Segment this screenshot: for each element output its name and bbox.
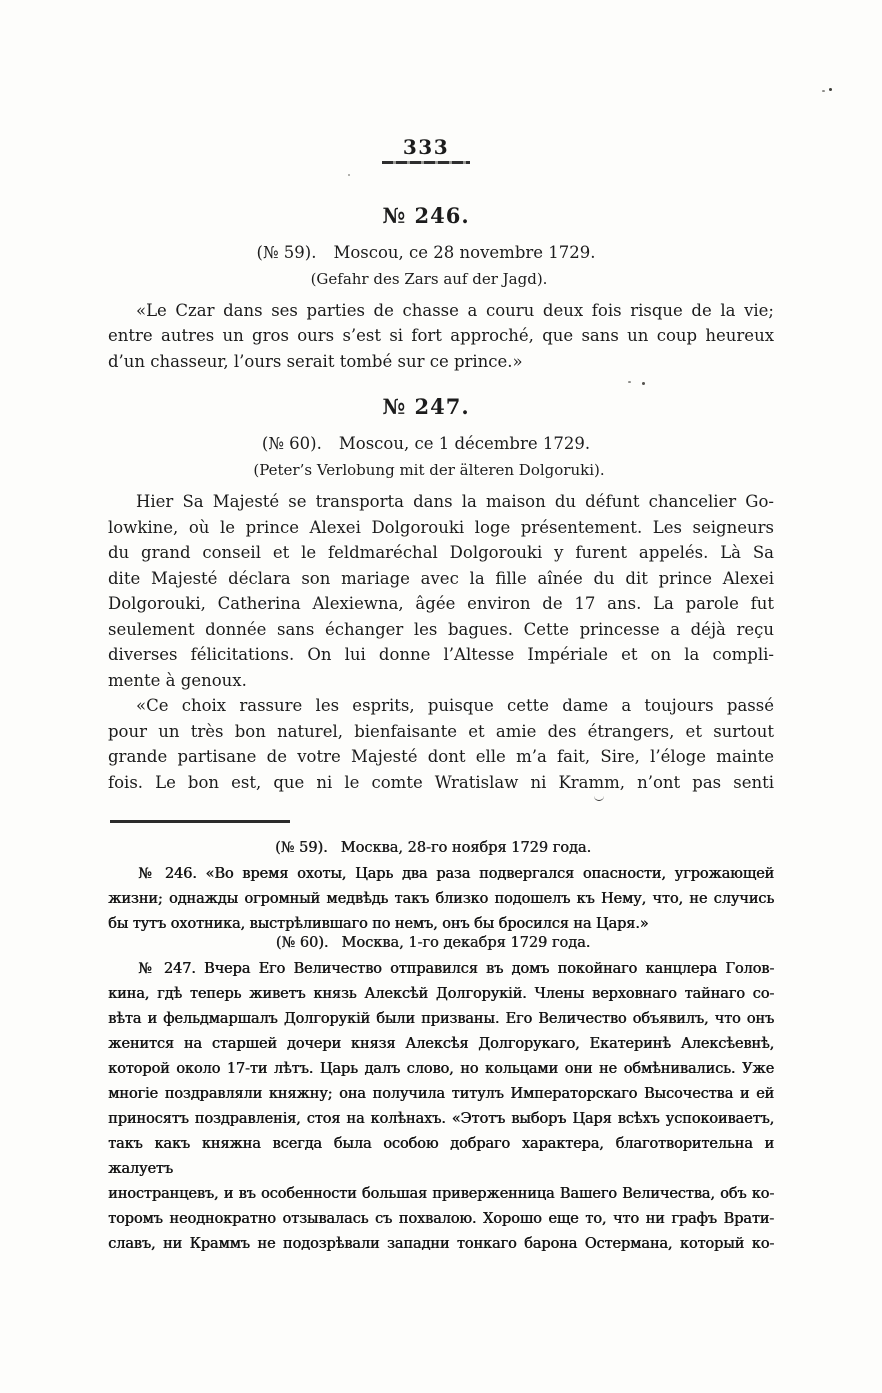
text-line: grande partisane de votre Majesté dont elle m’a fait, Sire, l’éloge mainte — [108, 747, 774, 766]
scan-speck — [829, 88, 832, 91]
text-column — [108, 0, 774, 1257]
paragraph-french — [108, 298, 774, 375]
entry-246 — [108, 204, 774, 375]
subtitle-german: (Peter’s Verlobung mit der älteren Dolgoruki). — [253, 461, 605, 479]
text-line: жизни; однажды огромный медвѣдь такъ близко подошелъ къ Нему, что, не случись — [108, 890, 774, 907]
text-line: entre autres un gros ours s’est si fort approché, que sans un coup heureux — [108, 326, 774, 345]
dateline — [93, 242, 759, 263]
entry-heading: № 246. — [382, 202, 470, 228]
footnote-dateline — [100, 838, 766, 858]
page-header — [93, 136, 759, 164]
text-line: вѣта и фельдмаршалъ Долгорукій были призваны. Его Величество объявилъ, что онъ — [108, 1010, 774, 1027]
text-line: многіе поздравляли княжну; она получила титулъ Императорскаго Высочества и ей — [108, 1085, 774, 1102]
text-line: иностранцевъ, и въ особенности большая приверженница Вашего Величества, объ ко- — [108, 1185, 774, 1202]
dateline-place: Москва, 28-го ноября 1729 года. — [340, 839, 592, 856]
footnote-paragraph — [108, 957, 774, 1257]
text-line: «Ce choix rassure les esprits, puisque cette dame a toujours passé — [136, 696, 774, 715]
text-line: славъ, ни Краммъ не подозрѣвали западни тонкаго барона Остермана, который ко- — [108, 1235, 774, 1252]
text-line: d’un chasseur, l’ours serait tombé sur ce prince.» — [108, 351, 523, 371]
text-line: diverses félicitations. On lui donne l’Altesse Impériale et on la compli- — [108, 645, 774, 664]
footnote-divider — [110, 820, 290, 823]
dateline-ref: (№ 60). — [275, 934, 329, 951]
text-line: женится на старшей дочери князя Алексѣя Долгорукаго, Екатеринѣ Алексѣевнѣ, — [108, 1035, 774, 1052]
text-line: торомъ неоднократно отзывалась съ похвалою. Хорошо еще то, что ни графъ Врати- — [108, 1210, 774, 1227]
paragraph-french — [108, 489, 774, 693]
text-line: lowkine, où le prince Alexei Dolgorouki loge présentement. Les seigneurs — [108, 517, 774, 537]
page-number: 333 — [402, 135, 450, 159]
scan-speck — [642, 382, 645, 385]
entry-247 — [108, 395, 774, 795]
entry-heading: № 247. — [382, 394, 470, 419]
scan-speck — [822, 90, 825, 92]
footnote-paragraph — [108, 862, 774, 937]
dateline — [93, 433, 759, 454]
paragraph-french — [108, 693, 774, 795]
scan-speck — [628, 381, 631, 383]
text-line: «Le Czar dans ses parties de chasse a couru deux fois risque de la vie; — [136, 300, 774, 320]
footnote-dateline — [100, 933, 766, 953]
dateline-ref: (№ 60). — [261, 434, 322, 453]
subtitle-german: (Gefahr des Zars auf der Jagd). — [310, 269, 548, 288]
text-line: fois. Le bon est, que ni le comte Wratislaw ni Kramm, n’ont pas senti — [108, 772, 774, 792]
text-line: такъ какъ княжна всегда была особою добраго характера, благотворительна и жалуетъ — [108, 1135, 774, 1177]
dateline-place: Moscou, ce 1 décembre 1729. — [338, 434, 591, 453]
text-line: приносятъ поздравленія, стоя на колѣнахъ. «Этотъ выборъ Царя всѣхъ успокоиваетъ, — [108, 1110, 774, 1127]
text-line: Hier Sa Majesté se transporta dans la maison du défunt chancelier Go- — [136, 492, 774, 511]
page-number-underline — [382, 161, 470, 164]
text-line: seulement donnée sans échanger les bagues. Cette princesse a déjà reçu — [108, 619, 774, 639]
dateline-ref: (№ 59). — [256, 242, 317, 262]
text-line: dite Majesté déclara son mariage avec la fille aînée du dit prince Alexei — [108, 568, 774, 588]
text-line: бы тутъ охотника, выстрѣлившаго по немъ, онъ бы бросился на Царя.» — [108, 915, 649, 932]
footnotes-russian — [108, 838, 774, 1257]
text-line: mente à genoux. — [108, 670, 247, 690]
scan-speck — [348, 174, 350, 176]
text-line: Dolgorouki, Catherina Alexiewna, âgée environ de 17 ans. La parole fut — [108, 594, 774, 613]
dateline-ref: (№ 59). — [274, 839, 328, 856]
text-line: du grand conseil et le feldmaréchal Dolgorouki y furent appelés. Là Sa — [108, 543, 774, 562]
text-line: pour un très bon naturel, bienfaisante et amie des étrangers, et surtout — [108, 721, 774, 741]
text-line: № 247. Вчера Его Величество отправился въ домъ покойнаго канцлера Голов- — [138, 960, 774, 977]
dateline-place: Москва, 1-го декабря 1729 года. — [341, 934, 591, 951]
dateline-place: Moscou, ce 28 novembre 1729. — [333, 242, 596, 262]
text-line: № 246. «Во время охоты, Царь два раза подвергался опасности, угрожающей — [138, 865, 774, 882]
text-line: которой около 17-ти лѣтъ. Царь далъ слово, но кольцами они не обмѣнивались. Уже — [108, 1060, 774, 1077]
text-line: кина, гдѣ теперь живетъ князь Алексѣй Долгорукій. Члены верховнаго тайнаго со- — [108, 985, 774, 1002]
